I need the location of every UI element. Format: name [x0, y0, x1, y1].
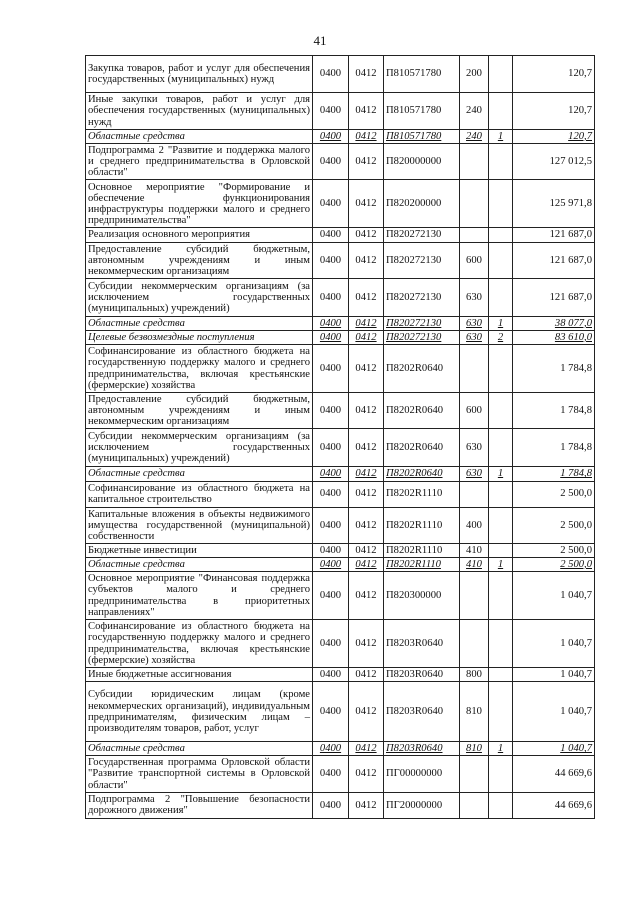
expense-kind-code [460, 345, 489, 393]
row-name: Иные бюджетные ассигнования [86, 668, 313, 682]
ministry-code: 0400 [313, 228, 349, 242]
funding-source-code [489, 481, 513, 507]
table-row [86, 481, 595, 507]
funding-source-code [489, 756, 513, 792]
amount: 120,7 [513, 56, 595, 93]
table-row [86, 228, 595, 242]
amount: 127 012,5 [513, 144, 595, 180]
target-article-code: П820000000 [384, 144, 460, 180]
amount: 1 040,7 [513, 668, 595, 682]
table-row [86, 144, 595, 180]
section-code: 0412 [349, 792, 384, 818]
target-article-code: П8203R0640 [384, 668, 460, 682]
amount: 121 687,0 [513, 228, 595, 242]
ministry-code: 0400 [313, 742, 349, 756]
row-name: Подпрограмма 2 "Развитие и поддержка малого и среднего предпринимательства в Орловской области" [86, 144, 313, 180]
funding-source-code [489, 620, 513, 668]
row-name: Софинансирование из областного бюджета на государственную поддержку малого и среднего предпринимательства, включая крестьянские (фермерские) хозяйства [86, 620, 313, 668]
ministry-code: 0400 [313, 682, 349, 742]
table-row [86, 56, 595, 93]
amount: 1 040,7 [513, 742, 595, 756]
expense-kind-code: 630 [460, 467, 489, 481]
ministry-code: 0400 [313, 668, 349, 682]
ministry-code: 0400 [313, 507, 349, 543]
row-name: Софинансирование из областного бюджета на государственную поддержку малого и среднего предпринимательства, включая крестьянские (фермерские) хозяйства [86, 345, 313, 393]
expense-kind-code: 630 [460, 316, 489, 330]
ministry-code: 0400 [313, 180, 349, 228]
target-article-code: ПГ00000000 [384, 756, 460, 792]
funding-source-code [489, 144, 513, 180]
ministry-code: 0400 [313, 481, 349, 507]
expense-kind-code: 600 [460, 242, 489, 278]
budget-table [85, 55, 595, 819]
ministry-code: 0400 [313, 393, 349, 429]
amount: 1 040,7 [513, 572, 595, 620]
section-code: 0412 [349, 668, 384, 682]
funding-source-code: 1 [489, 316, 513, 330]
section-code: 0412 [349, 393, 384, 429]
section-code: 0412 [349, 93, 384, 130]
row-name: Предоставление субсидий бюджетным, автономным учреждениям и иным некоммерческим организациям [86, 393, 313, 429]
expense-kind-code: 630 [460, 330, 489, 344]
funding-source-code [489, 792, 513, 818]
section-code: 0412 [349, 481, 384, 507]
table-row [86, 429, 595, 467]
section-code: 0412 [349, 316, 384, 330]
table-row [86, 316, 595, 330]
target-article-code: П8202R1110 [384, 557, 460, 571]
funding-source-code [489, 93, 513, 130]
ministry-code: 0400 [313, 557, 349, 571]
section-code: 0412 [349, 620, 384, 668]
row-name: Целевые безвозмездные поступления [86, 330, 313, 344]
table-row [86, 792, 595, 818]
ministry-code: 0400 [313, 467, 349, 481]
target-article-code: П8203R0640 [384, 620, 460, 668]
table-row [86, 557, 595, 571]
table-row [86, 467, 595, 481]
target-article-code: П8202R1110 [384, 481, 460, 507]
funding-source-code [489, 242, 513, 278]
funding-source-code [489, 345, 513, 393]
expense-kind-code [460, 180, 489, 228]
ministry-code: 0400 [313, 543, 349, 557]
target-article-code: П8202R1110 [384, 507, 460, 543]
amount: 2 500,0 [513, 543, 595, 557]
ministry-code: 0400 [313, 278, 349, 316]
ministry-code: 0400 [313, 93, 349, 130]
funding-source-code [489, 228, 513, 242]
ministry-code: 0400 [313, 130, 349, 144]
ministry-code: 0400 [313, 330, 349, 344]
section-code: 0412 [349, 278, 384, 316]
table-row [86, 278, 595, 316]
row-name: Капитальные вложения в объекты недвижимого имущества государственной (муниципальной) собственности [86, 507, 313, 543]
row-name: Государственная программа Орловской области "Развитие транспортной системы в Орловской области" [86, 756, 313, 792]
row-name: Закупка товаров, работ и услуг для обеспечения государственных (муниципальных) нужд [86, 56, 313, 93]
funding-source-code [489, 278, 513, 316]
funding-source-code [489, 429, 513, 467]
table-row [86, 330, 595, 344]
target-article-code: П8202R1110 [384, 543, 460, 557]
expense-kind-code: 240 [460, 93, 489, 130]
expense-kind-code: 810 [460, 742, 489, 756]
funding-source-code: 1 [489, 130, 513, 144]
funding-source-code [489, 572, 513, 620]
table-row [86, 130, 595, 144]
section-code: 0412 [349, 180, 384, 228]
target-article-code: П820272130 [384, 228, 460, 242]
expense-kind-code [460, 756, 489, 792]
row-name: Областные средства [86, 467, 313, 481]
section-code: 0412 [349, 429, 384, 467]
target-article-code: П8203R0640 [384, 682, 460, 742]
ministry-code: 0400 [313, 572, 349, 620]
expense-kind-code: 240 [460, 130, 489, 144]
expense-kind-code: 410 [460, 557, 489, 571]
amount: 1 784,8 [513, 429, 595, 467]
expense-kind-code [460, 620, 489, 668]
funding-source-code: 1 [489, 742, 513, 756]
amount: 1 040,7 [513, 682, 595, 742]
amount: 1 040,7 [513, 620, 595, 668]
row-name: Предоставление субсидий бюджетным, автономным учреждениям и иным некоммерческим организациям [86, 242, 313, 278]
ministry-code: 0400 [313, 316, 349, 330]
target-article-code: П8203R0640 [384, 742, 460, 756]
table-row [86, 682, 595, 742]
section-code: 0412 [349, 543, 384, 557]
table-row [86, 242, 595, 278]
expense-kind-code: 630 [460, 429, 489, 467]
expense-kind-code [460, 228, 489, 242]
table-row [86, 543, 595, 557]
ministry-code: 0400 [313, 756, 349, 792]
row-name: Подпрограмма 2 "Повышение безопасности дорожного движения" [86, 792, 313, 818]
target-article-code: П810571780 [384, 130, 460, 144]
section-code: 0412 [349, 467, 384, 481]
target-article-code: П820300000 [384, 572, 460, 620]
expense-kind-code [460, 572, 489, 620]
target-article-code: П8202R0640 [384, 345, 460, 393]
ministry-code: 0400 [313, 792, 349, 818]
amount: 83 610,0 [513, 330, 595, 344]
amount: 44 669,6 [513, 756, 595, 792]
target-article-code: П820200000 [384, 180, 460, 228]
funding-source-code [489, 180, 513, 228]
budget-table-body [86, 56, 595, 819]
table-row [86, 572, 595, 620]
table-row [86, 756, 595, 792]
section-code: 0412 [349, 130, 384, 144]
funding-source-code [489, 56, 513, 93]
amount: 38 077,0 [513, 316, 595, 330]
expense-kind-code: 200 [460, 56, 489, 93]
section-code: 0412 [349, 682, 384, 742]
row-name: Софинансирование из областного бюджета на капитальное строительство [86, 481, 313, 507]
target-article-code: П8202R0640 [384, 467, 460, 481]
ministry-code: 0400 [313, 144, 349, 180]
target-article-code: П820272130 [384, 330, 460, 344]
amount: 125 971,8 [513, 180, 595, 228]
table-row [86, 93, 595, 130]
amount: 44 669,6 [513, 792, 595, 818]
amount: 120,7 [513, 93, 595, 130]
amount: 1 784,8 [513, 345, 595, 393]
row-name: Бюджетные инвестиции [86, 543, 313, 557]
expense-kind-code: 800 [460, 668, 489, 682]
expense-kind-code: 630 [460, 278, 489, 316]
expense-kind-code: 400 [460, 507, 489, 543]
ministry-code: 0400 [313, 242, 349, 278]
expense-kind-code [460, 481, 489, 507]
section-code: 0412 [349, 144, 384, 180]
expense-kind-code [460, 144, 489, 180]
funding-source-code: 1 [489, 557, 513, 571]
section-code: 0412 [349, 228, 384, 242]
amount: 2 500,0 [513, 507, 595, 543]
row-name: Областные средства [86, 742, 313, 756]
target-article-code: П810571780 [384, 93, 460, 130]
section-code: 0412 [349, 242, 384, 278]
row-name: Субсидии некоммерческим организациям (за исключением государственных (муниципальных) учреждений) [86, 278, 313, 316]
row-name: Областные средства [86, 130, 313, 144]
funding-source-code [489, 543, 513, 557]
table-row [86, 742, 595, 756]
section-code: 0412 [349, 507, 384, 543]
amount: 121 687,0 [513, 278, 595, 316]
row-name: Иные закупки товаров, работ и услуг для обеспечения государственных (муниципальных) нужд [86, 93, 313, 130]
target-article-code: П820272130 [384, 278, 460, 316]
target-article-code: П8202R0640 [384, 393, 460, 429]
amount: 120,7 [513, 130, 595, 144]
target-article-code: П820272130 [384, 242, 460, 278]
table-row [86, 345, 595, 393]
table-row [86, 620, 595, 668]
target-article-code: П820272130 [384, 316, 460, 330]
expense-kind-code [460, 792, 489, 818]
row-name: Субсидии юридическим лицам (кроме некоммерческих организаций), индивидуальным предпринимателям, физическим лицам – производителям товаров, работ, услуг [86, 682, 313, 742]
ministry-code: 0400 [313, 620, 349, 668]
row-name: Субсидии некоммерческим организациям (за исключением государственных (муниципальных) учреждений) [86, 429, 313, 467]
funding-source-code [489, 668, 513, 682]
funding-source-code: 2 [489, 330, 513, 344]
amount: 1 784,8 [513, 467, 595, 481]
section-code: 0412 [349, 572, 384, 620]
row-name: Реализация основного мероприятия [86, 228, 313, 242]
amount: 121 687,0 [513, 242, 595, 278]
row-name: Основное мероприятие "Финансовая поддержка субъектов малого и среднего предпринимательства в приоритетных направлениях" [86, 572, 313, 620]
page-number: 41 [313, 33, 327, 48]
table-row [86, 393, 595, 429]
section-code: 0412 [349, 345, 384, 393]
ministry-code: 0400 [313, 56, 349, 93]
ministry-code: 0400 [313, 345, 349, 393]
section-code: 0412 [349, 56, 384, 93]
target-article-code: П810571780 [384, 56, 460, 93]
section-code: 0412 [349, 756, 384, 792]
amount: 1 784,8 [513, 393, 595, 429]
funding-source-code [489, 682, 513, 742]
funding-source-code: 1 [489, 467, 513, 481]
row-name: Областные средства [86, 316, 313, 330]
section-code: 0412 [349, 330, 384, 344]
row-name: Основное мероприятие "Формирование и обеспечение функционирования инфраструктуры поддержки малого и среднего предпринимательства" [86, 180, 313, 228]
funding-source-code [489, 507, 513, 543]
section-code: 0412 [349, 557, 384, 571]
expense-kind-code: 600 [460, 393, 489, 429]
funding-source-code [489, 393, 513, 429]
amount: 2 500,0 [513, 557, 595, 571]
table-row [86, 507, 595, 543]
expense-kind-code: 810 [460, 682, 489, 742]
target-article-code: ПГ20000000 [384, 792, 460, 818]
table-row [86, 668, 595, 682]
section-code: 0412 [349, 742, 384, 756]
table-row [86, 180, 595, 228]
row-name: Областные средства [86, 557, 313, 571]
expense-kind-code: 410 [460, 543, 489, 557]
ministry-code: 0400 [313, 429, 349, 467]
amount: 2 500,0 [513, 481, 595, 507]
target-article-code: П8202R0640 [384, 429, 460, 467]
